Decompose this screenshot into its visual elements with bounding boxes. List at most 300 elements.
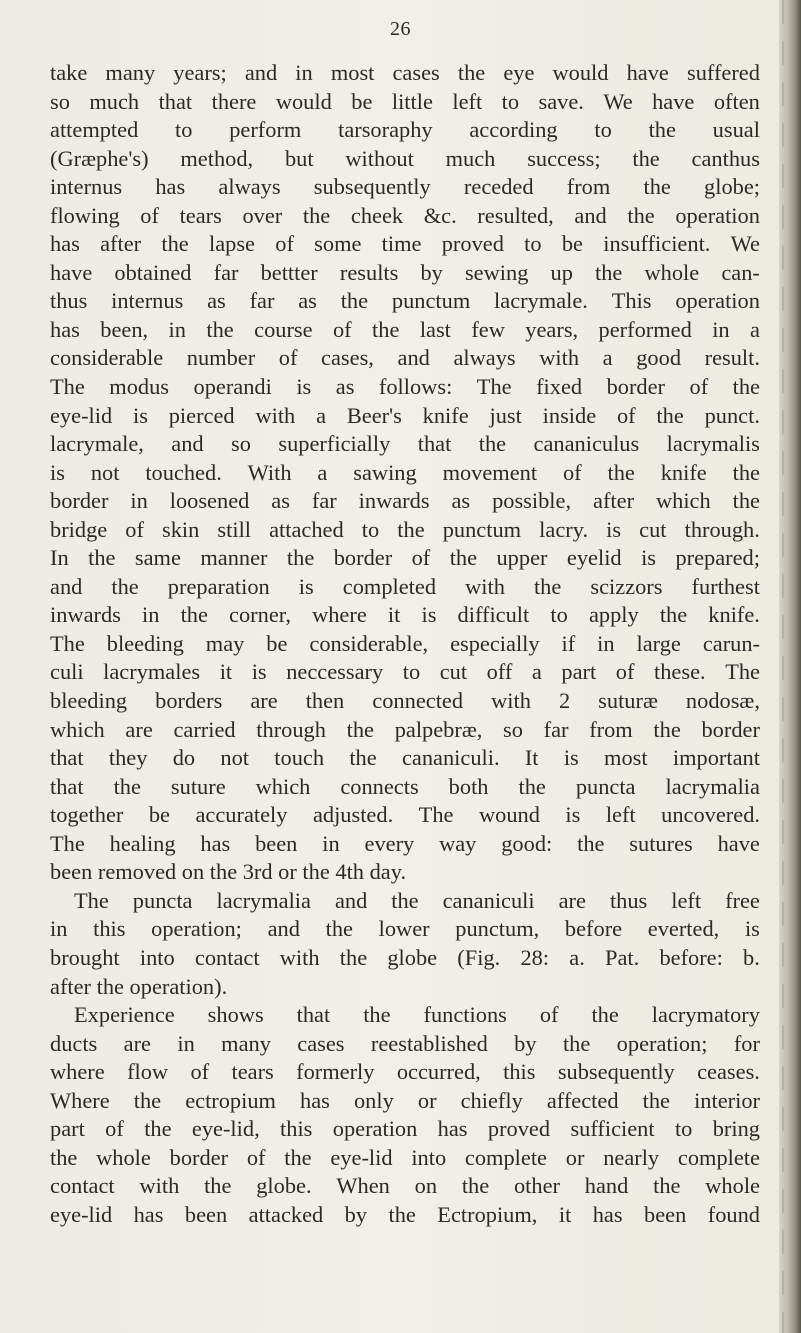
word: a: [750, 316, 760, 342]
word: lacry.: [539, 516, 589, 542]
word: cheek: [350, 202, 404, 228]
page-number: 26: [390, 18, 411, 40]
word: internus: [50, 174, 123, 200]
text-line: [50, 887, 760, 916]
word: with: [465, 573, 505, 599]
word: together: [50, 802, 124, 828]
word: are: [250, 688, 278, 714]
word: course: [254, 316, 313, 342]
word: cananiculi.: [401, 745, 500, 771]
word: in: [322, 830, 340, 856]
word: punctum: [391, 288, 471, 314]
word: as: [207, 288, 226, 314]
word: the: [518, 773, 546, 799]
word: complete: [464, 1144, 547, 1170]
word: far: [213, 259, 239, 285]
word: Where: [50, 1087, 110, 1113]
text-line: [50, 658, 760, 687]
word: reestablished: [370, 1030, 488, 1056]
word: where: [50, 1059, 105, 1085]
word: be: [266, 630, 288, 656]
word: the: [732, 459, 760, 485]
word: through: [256, 716, 326, 742]
text-line: been removed on the 3rd or the 4th day.: [50, 859, 407, 885]
word: the: [144, 1116, 172, 1142]
word: the: [363, 1002, 391, 1028]
word: and: [267, 916, 300, 942]
word: is: [298, 573, 314, 599]
word: operation: [675, 288, 760, 314]
word: connects: [340, 773, 419, 799]
word: up: [550, 259, 573, 285]
word: to: [361, 516, 380, 542]
word: many: [221, 1030, 271, 1056]
word: to: [524, 231, 542, 257]
word: left: [452, 88, 483, 114]
word: cut: [639, 516, 667, 542]
word: is: [641, 545, 656, 571]
word: globe: [387, 944, 438, 970]
word: in: [168, 316, 186, 342]
text-line: [50, 1030, 760, 1059]
word: in: [295, 60, 313, 85]
word: the: [627, 202, 655, 228]
word: shows: [207, 1002, 264, 1028]
word: over: [242, 202, 283, 228]
text-line: [50, 230, 760, 259]
word: touch: [274, 745, 325, 771]
word: there: [211, 88, 257, 114]
word: and: [397, 345, 430, 371]
word: whole: [96, 1144, 151, 1170]
word: after: [100, 231, 142, 257]
word: of: [689, 374, 709, 400]
word: may: [205, 630, 245, 656]
word: resulted,: [477, 202, 554, 228]
word: would: [275, 88, 332, 114]
word: and: [574, 202, 607, 228]
word: canthus: [691, 145, 760, 171]
word: occurred,: [396, 1059, 481, 1085]
word: the: [339, 944, 368, 970]
word: Experience: [74, 1002, 175, 1028]
word: of: [190, 1059, 210, 1085]
word: border: [333, 545, 393, 571]
word: The: [50, 374, 85, 400]
word: healing: [109, 830, 176, 856]
word: the: [595, 259, 623, 285]
word: &c.: [423, 202, 457, 228]
word: before: [564, 916, 623, 942]
word: method,: [180, 145, 254, 171]
word: Ectropium,: [437, 1201, 538, 1227]
word: not: [90, 459, 120, 485]
word: and: [171, 431, 204, 457]
word: borders: [155, 688, 223, 714]
word: lacrymatory: [651, 1002, 760, 1028]
word: the: [325, 916, 353, 942]
word: contact: [194, 944, 260, 970]
word: has: [300, 1087, 330, 1113]
word: a.: [569, 944, 585, 970]
word: is: [251, 659, 267, 685]
word: in: [50, 916, 68, 942]
word: especially: [450, 630, 540, 656]
word: the: [643, 174, 671, 200]
word: is: [296, 374, 312, 400]
word: has: [50, 316, 80, 342]
word: to: [674, 1116, 693, 1142]
word: proved: [487, 1116, 551, 1142]
word: has: [155, 174, 186, 200]
word: has: [592, 1201, 623, 1227]
text-line: [50, 915, 760, 944]
text-line: [50, 344, 760, 373]
word: flowing: [50, 202, 120, 228]
word: suturæ: [598, 688, 658, 714]
word: it: [387, 602, 401, 628]
text-line: [50, 1087, 760, 1116]
word: of: [140, 202, 159, 228]
word: considerable: [50, 345, 164, 371]
text-line: after the operation).: [50, 973, 228, 999]
text-line: [50, 1001, 760, 1030]
word: eye-lid: [50, 1201, 113, 1227]
word: to: [550, 602, 568, 628]
word: eye-lid: [50, 402, 113, 428]
word: would: [552, 60, 609, 85]
word: tears: [179, 202, 222, 228]
word: this: [503, 1059, 536, 1085]
word: lapse: [208, 231, 255, 257]
word: much: [445, 145, 496, 171]
word: eye-lid: [330, 1144, 393, 1170]
text-line: [50, 516, 760, 545]
word: attacked: [248, 1201, 324, 1227]
word: is: [565, 802, 581, 828]
word: just: [489, 402, 522, 428]
word: the: [111, 573, 139, 599]
word: of: [411, 545, 431, 571]
word: then: [305, 688, 345, 714]
word: that: [50, 745, 84, 771]
word: from: [566, 174, 611, 200]
word: tarsoraphy: [338, 117, 433, 143]
word: is: [606, 516, 622, 542]
word: far: [543, 716, 569, 742]
word: The: [50, 830, 85, 856]
word: can-: [721, 259, 760, 285]
text-line: [50, 259, 760, 288]
word: lacrymale,: [50, 431, 144, 457]
word: possible,: [492, 488, 572, 514]
word: always: [453, 345, 516, 371]
text-line: [50, 373, 760, 402]
word: furthest: [691, 573, 760, 599]
word: punctum: [442, 516, 522, 542]
word: preparation: [167, 573, 270, 599]
word: the: [653, 1173, 681, 1199]
word: upper: [496, 545, 548, 571]
word: so: [231, 431, 251, 457]
word: this: [93, 916, 126, 942]
word: same: [134, 545, 181, 571]
word: has: [133, 1201, 164, 1227]
word: The: [74, 887, 109, 913]
word: with: [539, 345, 580, 371]
word: 2: [558, 688, 571, 714]
word: brought: [50, 944, 120, 970]
word: is: [50, 459, 65, 485]
word: lacrymales: [103, 659, 201, 685]
word: as: [335, 374, 355, 400]
word: This: [611, 288, 652, 314]
word: of: [278, 345, 298, 371]
word: of: [275, 231, 294, 257]
word: the: [653, 716, 681, 742]
word: the: [349, 745, 377, 771]
word: as: [451, 488, 471, 514]
word: lacrymale.: [494, 288, 588, 314]
word: the: [732, 488, 760, 514]
word: manner: [200, 545, 268, 571]
word: Pat.: [605, 944, 640, 970]
word: far: [249, 288, 275, 314]
word: has: [50, 231, 80, 257]
word: puncta: [575, 773, 636, 799]
word: many: [105, 60, 156, 85]
word: touched.: [145, 459, 222, 485]
word: that: [417, 431, 452, 457]
word: most: [330, 60, 375, 85]
word: after: [593, 488, 635, 514]
word: suffered: [686, 60, 760, 85]
word: the: [284, 1144, 312, 1170]
word: connected: [372, 688, 464, 714]
word: thus: [609, 887, 648, 913]
text-line: [50, 716, 760, 745]
word: the: [180, 602, 208, 628]
word: cananiculus: [533, 431, 640, 457]
text-line: [50, 1201, 760, 1230]
word: in: [130, 488, 148, 514]
body-text: [50, 59, 760, 1229]
word: knife: [660, 459, 707, 485]
word: with: [279, 944, 320, 970]
word: punctum,: [455, 916, 540, 942]
word: eye: [503, 60, 535, 85]
text-line: [50, 830, 760, 859]
word: is: [563, 745, 579, 771]
word: knife: [422, 402, 469, 428]
text-line: [50, 88, 760, 117]
word: most: [604, 745, 648, 771]
word: bleeding: [106, 630, 184, 656]
word: the: [648, 117, 676, 143]
word: subsequently: [313, 174, 431, 200]
word: by: [514, 1030, 537, 1056]
word: but: [284, 145, 314, 171]
word: corner,: [229, 602, 291, 628]
word: operation;: [151, 916, 242, 942]
word: pierced: [168, 402, 235, 428]
word: knife.: [708, 602, 760, 628]
word: It: [524, 745, 539, 771]
word: bleeding: [50, 688, 128, 714]
word: lacrymalia: [216, 887, 311, 913]
word: The: [725, 659, 760, 685]
word: off: [486, 659, 513, 685]
word: in: [597, 630, 615, 656]
word: are: [558, 887, 586, 913]
word: been: [644, 1201, 687, 1227]
word: prepared;: [675, 545, 760, 571]
word: hand: [584, 1173, 629, 1199]
word: years,: [525, 316, 579, 342]
word: skin: [162, 516, 200, 542]
word: or: [565, 1144, 585, 1170]
word: wound: [478, 802, 540, 828]
word: border: [169, 1144, 229, 1170]
word: attached: [269, 516, 344, 542]
word: affected: [546, 1087, 619, 1113]
word: punct.: [704, 402, 760, 428]
word: a: [317, 459, 328, 485]
word: the: [391, 887, 419, 913]
word: the: [133, 1087, 162, 1113]
word: still: [217, 516, 252, 542]
word: inwards: [50, 602, 121, 628]
word: so: [50, 88, 70, 114]
word: the: [642, 1087, 670, 1113]
word: some: [314, 231, 362, 257]
word: culi: [50, 659, 84, 685]
word: subsequently: [557, 1059, 675, 1085]
word: by: [420, 259, 443, 285]
word: operation: [332, 1116, 418, 1142]
word: (Græphe's): [50, 145, 149, 171]
word: the: [562, 1030, 591, 1056]
word: inwards: [358, 488, 430, 514]
word: carun-: [702, 630, 760, 656]
word: which: [655, 488, 711, 514]
text-line: [50, 601, 760, 630]
word: number: [186, 345, 256, 371]
word: completed: [342, 573, 437, 599]
text-line: [50, 402, 760, 431]
word: take: [50, 60, 88, 85]
word: considerable,: [309, 630, 429, 656]
text-line: [50, 459, 760, 488]
word: chiefly: [460, 1087, 523, 1113]
text-line: [50, 1115, 760, 1144]
word: lower: [378, 916, 430, 942]
word: of: [539, 1002, 559, 1028]
word: the: [286, 545, 315, 571]
word: formerly: [296, 1059, 375, 1085]
word: a: [316, 402, 327, 428]
word: bettter: [260, 259, 318, 285]
text-line: [50, 287, 760, 316]
word: contact: [50, 1173, 115, 1199]
word: important: [672, 745, 760, 771]
word: they: [108, 745, 148, 771]
word: into: [411, 1144, 447, 1170]
word: of: [615, 659, 635, 685]
word: free: [725, 887, 760, 913]
word: neccessary: [286, 659, 384, 685]
word: sutures: [629, 830, 693, 856]
word: cases,: [321, 345, 374, 371]
text-line: [50, 544, 760, 573]
word: of: [246, 1144, 266, 1170]
text-line: [50, 59, 760, 88]
word: lacrymalis: [666, 431, 760, 457]
text-line: [50, 801, 760, 830]
word: the: [206, 316, 234, 342]
word: the: [533, 573, 562, 599]
word: have: [717, 830, 760, 856]
word: flow: [127, 1059, 169, 1085]
word: palpebræ,: [394, 716, 483, 742]
word: much: [89, 88, 140, 114]
word: the: [204, 1173, 232, 1199]
word: border: [701, 716, 760, 742]
word: according: [469, 117, 558, 143]
word: good: [636, 345, 682, 371]
word: accurately: [195, 802, 288, 828]
word: nodosæ,: [685, 688, 760, 714]
word: little: [391, 88, 433, 114]
word: border: [50, 488, 109, 514]
word: interior: [694, 1087, 760, 1113]
word: or: [417, 1087, 437, 1113]
text-line: [50, 573, 760, 602]
word: the: [607, 459, 635, 485]
text-line: [50, 116, 760, 145]
word: insufficient.: [603, 231, 711, 257]
word: the: [478, 431, 507, 457]
word: in: [177, 1030, 195, 1056]
word: is: [421, 602, 437, 628]
word: be: [351, 88, 373, 114]
word: In: [50, 545, 69, 571]
word: every: [364, 830, 415, 856]
word: internus: [111, 288, 184, 314]
word: cases: [297, 1030, 345, 1056]
word: always: [218, 174, 281, 200]
word: The: [476, 374, 512, 400]
word: that: [296, 1002, 331, 1028]
word: last: [419, 316, 451, 342]
word: of: [332, 316, 352, 342]
word: are: [125, 716, 153, 742]
word: without: [345, 145, 414, 171]
word: the: [632, 145, 660, 171]
text-line: [50, 173, 760, 202]
word: have: [50, 259, 93, 285]
word: the: [732, 374, 760, 400]
word: before:: [659, 944, 723, 970]
word: the: [161, 231, 189, 257]
text-line: [50, 430, 760, 459]
word: suture: [170, 773, 226, 799]
word: We: [603, 88, 633, 114]
word: usual: [712, 117, 760, 143]
text-line: [50, 145, 760, 174]
word: be: [561, 231, 583, 257]
word: Beer's: [346, 402, 402, 428]
